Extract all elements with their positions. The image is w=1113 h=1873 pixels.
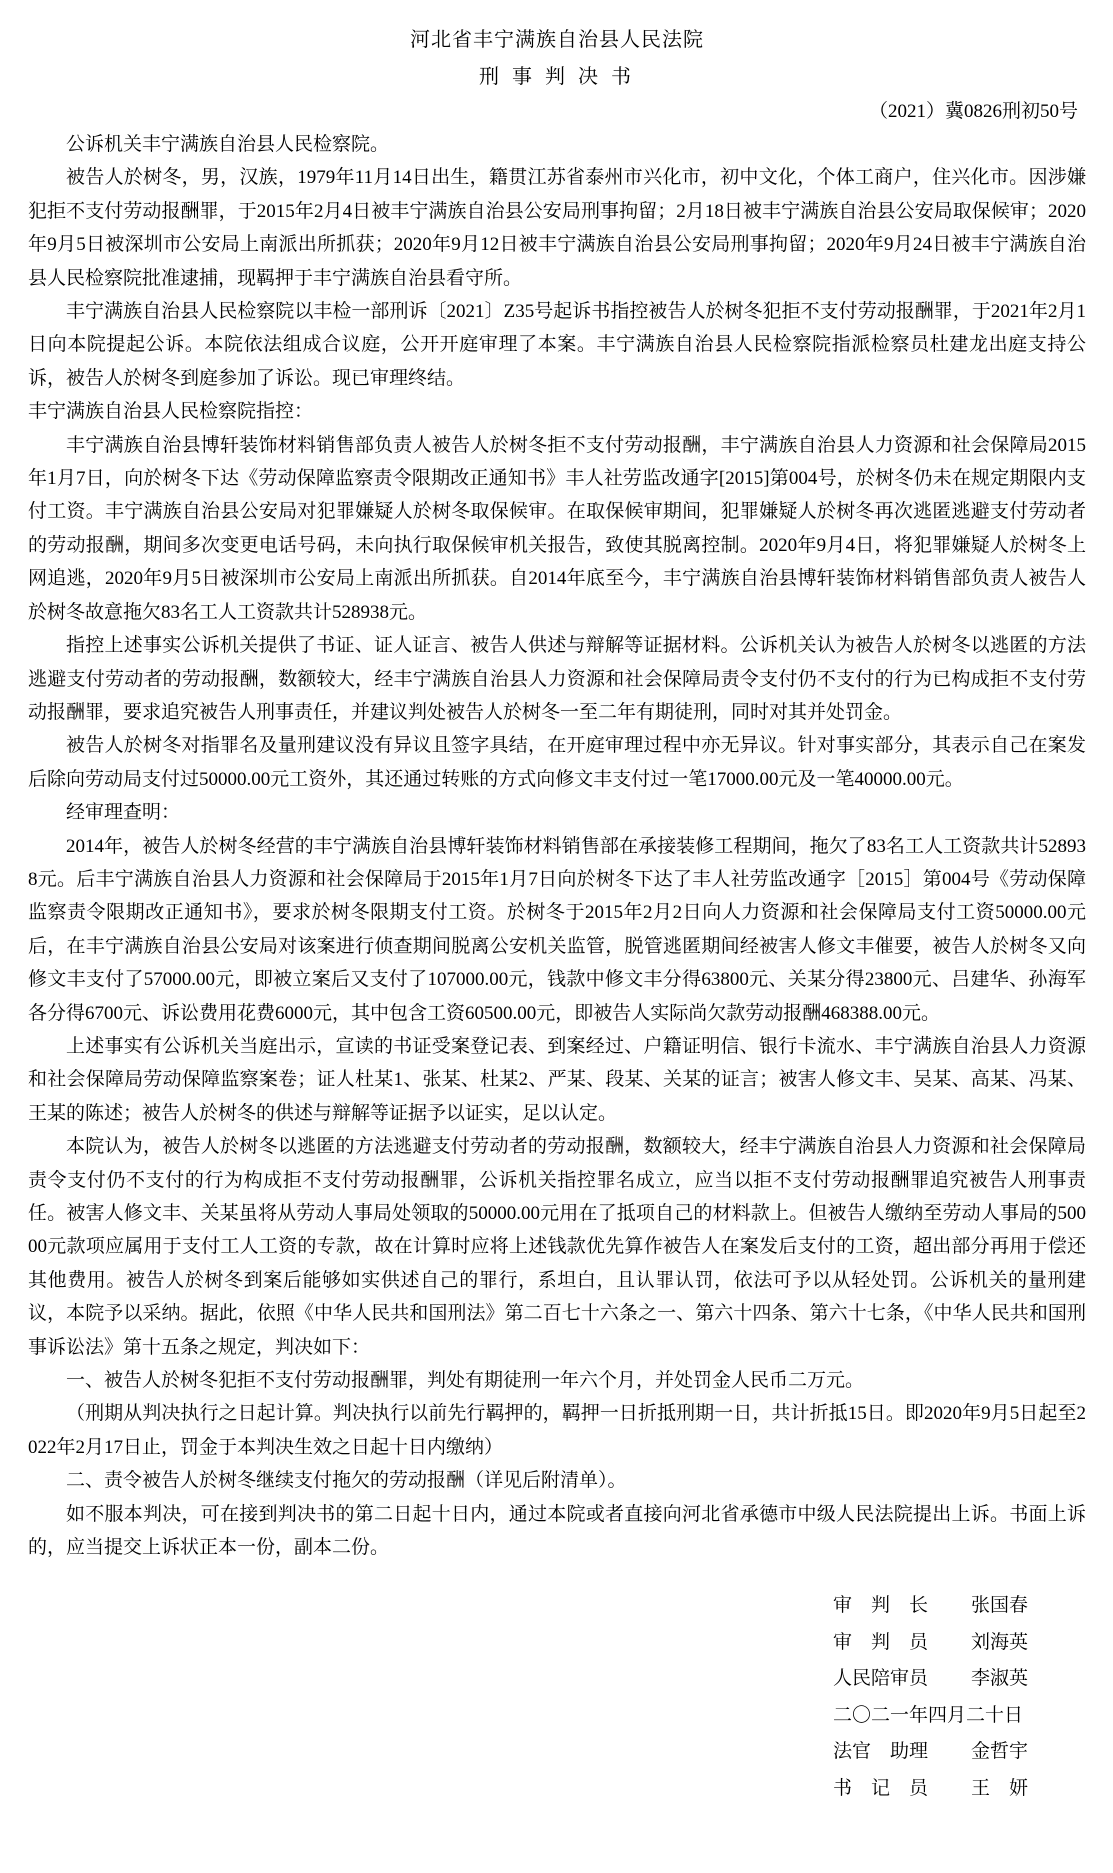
signature-role: 审 判 长 <box>833 1595 929 1617</box>
signature-row-court-clerk <box>833 1771 1086 1808</box>
signature-row-peoples-assessor <box>833 1661 1086 1698</box>
signature-role: 人民陪审员 <box>833 1668 929 1690</box>
paragraph-accusation-facts: 丰宁满族自治县博轩装饰材料销售部负责人被告人於树冬拒不支付劳动报酬，丰宁满族自治县人力资源和社会保障局2015年1月7日，向於树冬下达《劳动保障监察责令限期改正通知书》丰人社劳监改通字[2015]第004号，於树冬仍未在规定期限内支付工资。丰宁满族自治县公安局对犯罪嫌疑人於树冬取保候审。在取保候审期间，犯罪嫌疑人於树冬再次逃匿逃避支付劳动者的劳动报酬，期间多次变更电话号码，未向执行取保候审机关报告，致使其脱离控制。2020年9月4日，将犯罪嫌疑人於树冬上网追逃，2020年9月5日被深圳市公安局上南派出所抓获。自2014年底至今，丰宁满族自治县博轩装饰材料销售部负责人被告人於树冬故意拖欠83名工人工资款共计528938元。 <box>28 434 1086 623</box>
court-name: 河北省丰宁满族自治县人民法院 <box>410 29 704 51</box>
signature-name: 张国春 <box>971 1595 1029 1617</box>
signature-name: 王 妍 <box>971 1777 1029 1799</box>
paragraph-sentence-calculation: （刑期从判决执行之日起计算。判决执行以前先行羁押的，羁押一日折抵刑期一日，共计折抵15日。即2020年9月5日起至2022年2月17日止，罚金于本判决生效之日起十日内缴纳） <box>28 1403 1086 1458</box>
paragraph-evidence-claim: 指控上述事实公诉机关提供了书证、证人证言、被告人供述与辩解等证据材料。公诉机关认为被告人於树冬以逃匿的方法逃避支付劳动者的劳动报酬，数额较大，经丰宁满族自治县人力资源和社会保障局责令支付仍不支付的行为已构成拒不支付劳动报酬罪，要求追究被告人刑事责任，并建议判处被告人於树冬一至二年有期徒刑，同时对其并处罚金。 <box>28 635 1086 723</box>
signature-row-presiding-judge <box>833 1588 1086 1625</box>
paragraph-accusation-heading: 丰宁满族自治县人民检察院指控： <box>28 401 314 423</box>
case-number: （2021）冀0826刑初50号 <box>868 101 1078 122</box>
paragraph-indictment-filing: 丰宁满族自治县人民检察院以丰检一部刑诉〔2021〕Z35号起诉书指控被告人於树冬犯拒不支付劳动报酬罪，于2021年2月1日向本院提起公诉。本院依法组成合议庭，公开开庭审理了本案。丰宁满族自治县人民检察院指派检察员杜建龙出庭支持公诉，被告人於树冬到庭参加了诉讼。现已审理终结。 <box>28 301 1086 389</box>
signature-row-judge-assistant <box>833 1734 1086 1771</box>
paragraph-defendant-info: 被告人於树冬，男，汉族，1979年11月14日出生，籍贯江苏省泰州市兴化市，初中文化，个体工商户，住兴化市。因涉嫌犯拒不支付劳动报酬罪，于2015年2月4日被丰宁满族自治县公安局刑事拘留；2月18日被丰宁满族自治县公安局取保候审；2020年9月5日被深圳市公安局上南派出所抓获；2020年9月12日被丰宁满族自治县公安局刑事拘留；2020年9月24日被丰宁满族自治县人民检察院批准逮捕，现羁押于丰宁满族自治县看守所。 <box>28 167 1086 289</box>
signature-name: 李淑英 <box>971 1668 1029 1690</box>
signature-role: 审 判 员 <box>833 1631 929 1653</box>
signature-name: 刘海英 <box>971 1631 1029 1653</box>
signature-row-judge <box>833 1625 1086 1662</box>
paragraph-trial-findings: 2014年，被告人於树冬经营的丰宁满族自治县博轩装饰材料销售部在承接装修工程期间，拖欠了83名工人工资款共计528938元。后丰宁满族自治县人力资源和社会保障局于2015年1月7日向於树冬下达了丰人社劳监改通字［2015］第004号《劳动保障监察责令限期改正通知书》，要求於树冬限期支付工资。於树冬于2015年2月2日向人力资源和社会保障局支付工资50000.00元后，在丰宁满族自治县公安局对该案进行侦查期间脱离公安机关监管，脱管逃匿期间经被害人修文丰催要，被告人於树冬又向修文丰支付了57000.00元，即被立案后又支付了107000.00元，钱款中修文丰分得63800元、关某分得23800元、吕建华、孙海军各分得6700元、诉讼费用花费6000元，其中包含工资60500.00元，即被告人实际尚欠款劳动报酬468388.00元。 <box>28 835 1086 1024</box>
paragraph-defendant-response: 被告人於树冬对指罪名及量刑建议没有异议且签字具结，在开庭审理过程中亦无异议。针对事实部分，其表示自己在案发后除向劳动局支付过50000.00元工资外，其还通过转账的方式向修文丰支付过一笔17000.00元及一笔40000.00元。 <box>28 735 1086 790</box>
paragraph-appeal-rights: 如不服本判决，可在接到判决书的第二日起十日内，通过本院或者直接向河北省承德市中级人民法院提出上诉。书面上诉的，应当提交上诉状正本一份，副本二份。 <box>28 1503 1086 1559</box>
signature-role: 法官 助理 <box>833 1741 929 1763</box>
paragraph-verdict-item-1: 一、被告人於树冬犯拒不支付劳动报酬罪，判处有期徒刑一年六个月，并处罚金人民币二万元。 <box>66 1370 865 1392</box>
paragraph-trial-findings-heading: 经审理查明： <box>66 802 181 824</box>
judgment-date: 二〇二一年四月二十日 <box>833 1704 1024 1726</box>
paragraph-evidence-list: 上述事实有公诉机关当庭出示，宣读的书证受案登记表、到案经过、户籍证明信、银行卡流水、丰宁满族自治县人力资源和社会保障局劳动保障监察案卷；证人杜某1、张某、杜某2、严某、段某、关某的证言；被害人修文丰、吴某、高某、冯某、王某的陈述；被告人於树冬的供述与辩解等证据予以证实，足以认定。 <box>28 1035 1086 1124</box>
signature-block <box>833 1588 1086 1807</box>
judgment-date-row <box>833 1698 1086 1735</box>
signature-role: 书 记 员 <box>833 1777 929 1799</box>
signature-name: 金哲宇 <box>971 1741 1029 1763</box>
document-title: 刑 事 判 决 书 <box>479 66 635 88</box>
paragraph-court-opinion: 本院认为，被告人於树冬以逃匿的方法逃避支付劳动者的劳动报酬，数额较大，经丰宁满族自治县人力资源和社会保障局责令支付仍不支付的行为构成拒不支付劳动报酬罪，公诉机关指控罪名成立，应当以拒不支付劳动报酬罪追究被告人刑事责任。被害人修文丰、关某虽将从劳动人事局处领取的50000.00元用在了抵项自己的材料款上。但被告人缴纳至劳动人事局的50000元款项应属用于支付工人工资的专款，故在计算时应将上述钱款优先算作被告人在案发后支付的工资，超出部分再用于偿还其他费用。被告人於树冬到案后能够如实供述自己的罪行，系坦白，且认罪认罚，依法可予以从轻处罚。公诉机关的量刑建议，本院予以采纳。据此，依照《中华人民共和国刑法》第二百七十六条之一、第六十四条、第六十七条，《中华人民共和国刑事诉讼法》第十五条之规定，判决如下： <box>28 1136 1086 1358</box>
judgment-body <box>28 128 1086 1564</box>
paragraph-prosecution-organ: 公诉机关丰宁满族自治县人民检察院。 <box>66 134 390 155</box>
paragraph-verdict-item-2: 二、责令被告人於树冬继续支付拖欠的劳动报酬（详见后附清单）。 <box>66 1470 627 1492</box>
